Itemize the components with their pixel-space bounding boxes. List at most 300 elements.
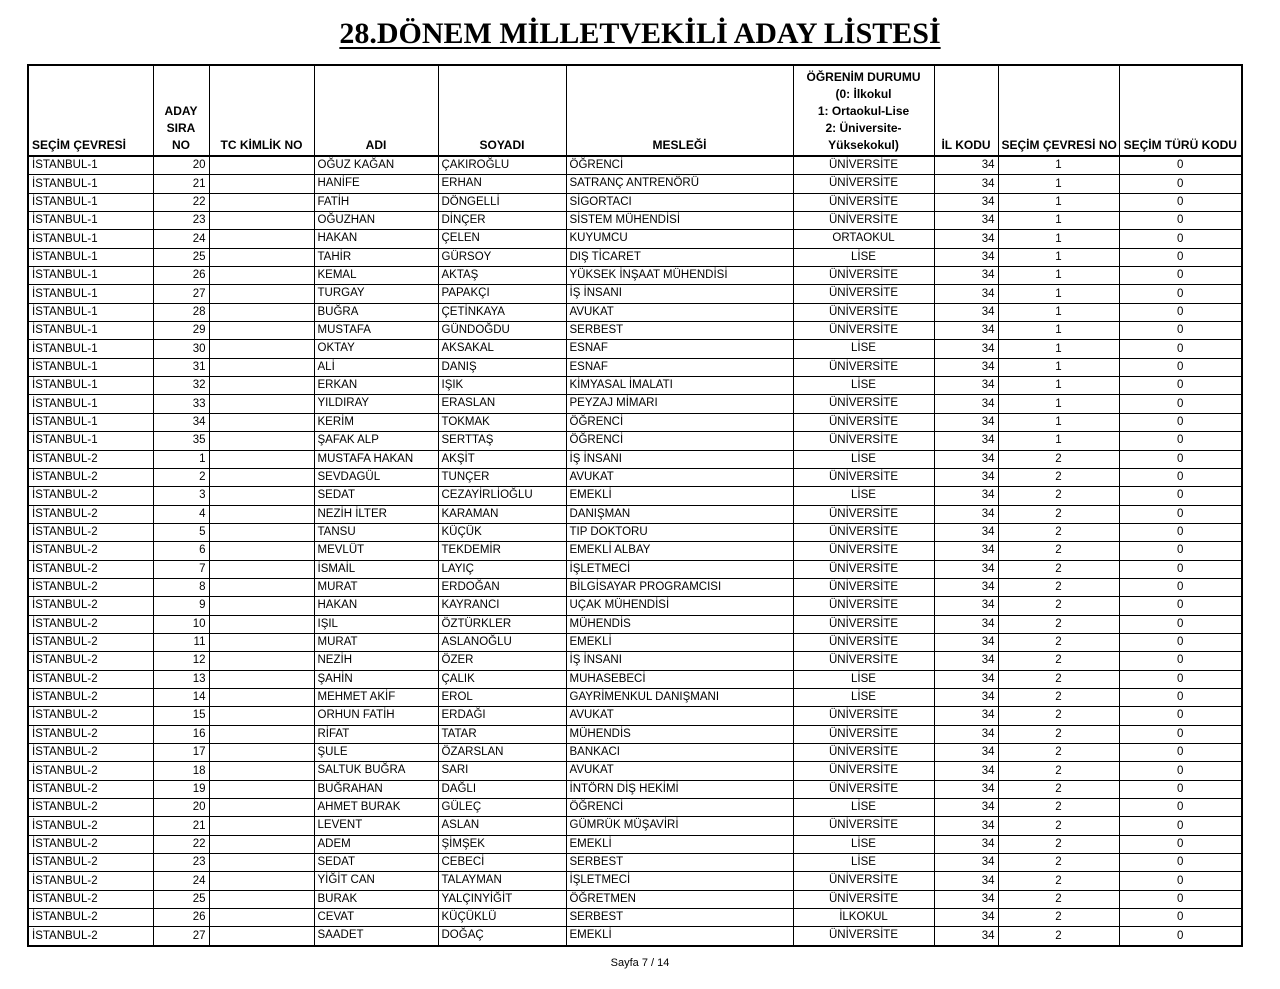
cell-il-kodu: 34 [934,285,998,303]
header-aday-line: ADAY [164,104,198,118]
cell-tc-kimlik-no [209,156,314,175]
cell-adi: ŞULE [314,744,438,762]
cell-ogrenim-durumu: LİSE [793,688,934,706]
cell-secim-turu-kodu: 0 [1119,303,1242,321]
table-row [28,248,1242,266]
cell-aday-sira-no: 33 [153,395,209,413]
cell-secim-cevresi: İSTANBUL-1 [28,413,153,431]
cell-secim-turu-kodu: 0 [1119,358,1242,376]
cell-secim-cevresi: İSTANBUL-2 [28,762,153,780]
cell-il-kodu: 34 [934,322,998,340]
table-row [28,780,1242,798]
cell-secim-cevresi: İSTANBUL-1 [28,377,153,395]
cell-aday-sira-no: 31 [153,358,209,376]
cell-aday-sira-no: 7 [153,560,209,578]
cell-adi: MUSTAFA [314,322,438,340]
cell-tc-kimlik-no [209,175,314,193]
cell-ogrenim-durumu: ÜNİVERSİTE [793,927,934,946]
cell-adi: MEVLÜT [314,542,438,560]
cell-secim-turu-kodu: 0 [1119,890,1242,908]
cell-aday-sira-no: 19 [153,780,209,798]
cell-aday-sira-no: 13 [153,670,209,688]
cell-il-kodu: 34 [934,688,998,706]
page-title [0,16,1280,52]
cell-ogrenim-durumu: LİSE [793,450,934,468]
cell-adi: NEZİH İLTER [314,505,438,523]
cell-ogrenim-durumu: ÜNİVERSİTE [793,322,934,340]
cell-secim-cevresi-no: 2 [998,523,1119,541]
cell-aday-sira-no: 23 [153,854,209,872]
cell-il-kodu: 34 [934,890,998,908]
header-il-kodu: İL KODU [934,65,998,156]
cell-secim-cevresi-no: 1 [998,212,1119,230]
cell-secim-cevresi-no: 2 [998,744,1119,762]
cell-ogrenim-durumu: LİSE [793,854,934,872]
cell-secim-turu-kodu: 0 [1119,597,1242,615]
candidate-table [27,64,1243,947]
table-row [28,193,1242,211]
cell-meslegi: ESNAF [566,340,793,358]
cell-secim-turu-kodu: 0 [1119,799,1242,817]
cell-meslegi: PEYZAJ MİMARI [566,395,793,413]
cell-tc-kimlik-no [209,193,314,211]
cell-meslegi: SİGORTACI [566,193,793,211]
cell-meslegi: ESNAF [566,358,793,376]
cell-soyadi: GÜRSOY [438,248,566,266]
cell-secim-cevresi-no: 1 [998,248,1119,266]
cell-secim-turu-kodu: 0 [1119,762,1242,780]
cell-ogrenim-durumu: ÜNİVERSİTE [793,560,934,578]
cell-secim-turu-kodu: 0 [1119,542,1242,560]
cell-secim-cevresi: İSTANBUL-1 [28,193,153,211]
cell-secim-cevresi-no: 2 [998,817,1119,835]
cell-secim-turu-kodu: 0 [1119,156,1242,175]
cell-il-kodu: 34 [934,230,998,248]
header-adi: ADI [314,65,438,156]
cell-meslegi: AVUKAT [566,303,793,321]
cell-meslegi: DANIŞMAN [566,505,793,523]
cell-tc-kimlik-no [209,377,314,395]
cell-adi: YILDIRAY [314,395,438,413]
cell-il-kodu: 34 [934,487,998,505]
cell-il-kodu: 34 [934,633,998,651]
cell-soyadi: CEBECİ [438,854,566,872]
cell-secim-turu-kodu: 0 [1119,450,1242,468]
cell-tc-kimlik-no [209,322,314,340]
cell-secim-cevresi-no: 2 [998,799,1119,817]
table-row [28,523,1242,541]
cell-adi: MUSTAFA HAKAN [314,450,438,468]
cell-secim-turu-kodu: 0 [1119,835,1242,853]
cell-ogrenim-durumu: ÜNİVERSİTE [793,413,934,431]
cell-tc-kimlik-no [209,505,314,523]
table-row [28,156,1242,175]
cell-secim-cevresi: İSTANBUL-1 [28,267,153,285]
cell-tc-kimlik-no [209,615,314,633]
cell-secim-turu-kodu: 0 [1119,523,1242,541]
cell-soyadi: ÇELEN [438,230,566,248]
cell-tc-kimlik-no [209,854,314,872]
cell-ogrenim-durumu: LİSE [793,377,934,395]
cell-il-kodu: 34 [934,578,998,596]
cell-meslegi: BİLGİSAYAR PROGRAMCISI [566,578,793,596]
cell-secim-cevresi: İSTANBUL-2 [28,560,153,578]
cell-secim-cevresi: İSTANBUL-2 [28,578,153,596]
cell-ogrenim-durumu: ÜNİVERSİTE [793,193,934,211]
cell-il-kodu: 34 [934,175,998,193]
cell-aday-sira-no: 15 [153,707,209,725]
cell-aday-sira-no: 1 [153,450,209,468]
cell-secim-turu-kodu: 0 [1119,193,1242,211]
cell-meslegi: DIŞ TİCARET [566,248,793,266]
cell-secim-cevresi: İSTANBUL-1 [28,230,153,248]
cell-aday-sira-no: 12 [153,652,209,670]
cell-soyadi: CEZAYİRLİOĞLU [438,487,566,505]
cell-secim-turu-kodu: 0 [1119,780,1242,798]
cell-ogrenim-durumu: ÜNİVERSİTE [793,468,934,486]
cell-adi: ADEM [314,835,438,853]
table-row [28,468,1242,486]
cell-adi: YİĞİT CAN [314,872,438,890]
cell-meslegi: EMEKLİ [566,487,793,505]
table-row [28,872,1242,890]
cell-aday-sira-no: 18 [153,762,209,780]
cell-secim-turu-kodu: 0 [1119,633,1242,651]
cell-aday-sira-no: 27 [153,285,209,303]
table-row [28,597,1242,615]
cell-aday-sira-no: 32 [153,377,209,395]
cell-ogrenim-durumu: İLKOKUL [793,909,934,927]
cell-secim-cevresi: İSTANBUL-1 [28,303,153,321]
table-row [28,744,1242,762]
cell-meslegi: MÜHENDİS [566,725,793,743]
cell-secim-turu-kodu: 0 [1119,487,1242,505]
cell-ogrenim-durumu: ÜNİVERSİTE [793,395,934,413]
cell-ogrenim-durumu: ÜNİVERSİTE [793,175,934,193]
cell-soyadi: ŞİMŞEK [438,835,566,853]
table-row [28,854,1242,872]
cell-il-kodu: 34 [934,432,998,450]
header-soyadi: SOYADI [438,65,566,156]
cell-tc-kimlik-no [209,817,314,835]
cell-tc-kimlik-no [209,395,314,413]
cell-secim-cevresi: İSTANBUL-1 [28,175,153,193]
cell-aday-sira-no: 20 [153,799,209,817]
table-row [28,450,1242,468]
cell-secim-turu-kodu: 0 [1119,817,1242,835]
cell-il-kodu: 34 [934,652,998,670]
cell-secim-cevresi: İSTANBUL-1 [28,156,153,175]
cell-aday-sira-no: 22 [153,835,209,853]
cell-ogrenim-durumu: ÜNİVERSİTE [793,890,934,908]
cell-tc-kimlik-no [209,285,314,303]
cell-ogrenim-durumu: ÜNİVERSİTE [793,523,934,541]
cell-tc-kimlik-no [209,725,314,743]
cell-ogrenim-durumu: LİSE [793,340,934,358]
cell-soyadi: TUNÇER [438,468,566,486]
table-row [28,413,1242,431]
cell-il-kodu: 34 [934,799,998,817]
cell-meslegi: SERBEST [566,854,793,872]
header-secim-cevresi-no: SEÇİM ÇEVRESİ NO [998,65,1119,156]
cell-secim-cevresi-no: 1 [998,413,1119,431]
cell-ogrenim-durumu: ÜNİVERSİTE [793,615,934,633]
cell-adi: MEHMET AKİF [314,688,438,706]
cell-adi: FATİH [314,193,438,211]
cell-secim-turu-kodu: 0 [1119,615,1242,633]
cell-aday-sira-no: 26 [153,267,209,285]
cell-secim-cevresi: İSTANBUL-2 [28,652,153,670]
cell-secim-cevresi-no: 1 [998,230,1119,248]
cell-il-kodu: 34 [934,156,998,175]
cell-secim-cevresi-no: 2 [998,652,1119,670]
cell-soyadi: DİNÇER [438,212,566,230]
cell-il-kodu: 34 [934,762,998,780]
cell-secim-cevresi: İSTANBUL-2 [28,450,153,468]
header-secim-cevresi: SEÇİM ÇEVRESİ [28,65,153,156]
cell-soyadi: DAĞLI [438,780,566,798]
cell-aday-sira-no: 24 [153,230,209,248]
cell-il-kodu: 34 [934,597,998,615]
cell-tc-kimlik-no [209,358,314,376]
cell-secim-cevresi: İSTANBUL-1 [28,212,153,230]
cell-adi: ALİ [314,358,438,376]
cell-aday-sira-no: 17 [153,744,209,762]
cell-secim-cevresi: İSTANBUL-2 [28,688,153,706]
cell-meslegi: İŞLETMECİ [566,872,793,890]
cell-aday-sira-no: 8 [153,578,209,596]
cell-adi: RİFAT [314,725,438,743]
cell-secim-cevresi-no: 2 [998,725,1119,743]
cell-meslegi: EMEKLİ [566,927,793,946]
cell-il-kodu: 34 [934,780,998,798]
cell-meslegi: GÜMRÜK MÜŞAVİRİ [566,817,793,835]
cell-tc-kimlik-no [209,340,314,358]
cell-ogrenim-durumu: ÜNİVERSİTE [793,432,934,450]
cell-secim-turu-kodu: 0 [1119,909,1242,927]
cell-meslegi: YÜKSEK İNŞAAT MÜHENDİSİ [566,267,793,285]
header-ogrenim-line-5: Yüksekokul) [828,138,899,152]
cell-aday-sira-no: 6 [153,542,209,560]
cell-ogrenim-durumu: ÜNİVERSİTE [793,652,934,670]
table-row [28,267,1242,285]
cell-il-kodu: 34 [934,303,998,321]
table-row [28,285,1242,303]
cell-secim-cevresi-no: 2 [998,578,1119,596]
cell-secim-cevresi-no: 1 [998,285,1119,303]
cell-aday-sira-no: 14 [153,688,209,706]
cell-secim-cevresi-no: 2 [998,505,1119,523]
cell-meslegi: TIP DOKTORU [566,523,793,541]
cell-secim-cevresi: İSTANBUL-1 [28,285,153,303]
cell-il-kodu: 34 [934,505,998,523]
table-row [28,395,1242,413]
cell-ogrenim-durumu: ÜNİVERSİTE [793,597,934,615]
cell-tc-kimlik-no [209,688,314,706]
cell-secim-turu-kodu: 0 [1119,578,1242,596]
cell-il-kodu: 34 [934,725,998,743]
cell-secim-cevresi: İSTANBUL-2 [28,523,153,541]
table-row [28,817,1242,835]
cell-secim-cevresi-no: 2 [998,468,1119,486]
cell-secim-cevresi: İSTANBUL-2 [28,890,153,908]
cell-tc-kimlik-no [209,780,314,798]
cell-soyadi: EROL [438,688,566,706]
cell-soyadi: ÇETİNKAYA [438,303,566,321]
cell-secim-cevresi-no: 1 [998,358,1119,376]
cell-il-kodu: 34 [934,450,998,468]
cell-secim-turu-kodu: 0 [1119,707,1242,725]
cell-secim-cevresi-no: 1 [998,303,1119,321]
cell-adi: MURAT [314,633,438,651]
cell-aday-sira-no: 23 [153,212,209,230]
cell-secim-cevresi-no: 2 [998,688,1119,706]
cell-meslegi: AVUKAT [566,468,793,486]
cell-il-kodu: 34 [934,212,998,230]
cell-secim-cevresi-no: 2 [998,633,1119,651]
cell-aday-sira-no: 29 [153,322,209,340]
cell-il-kodu: 34 [934,542,998,560]
cell-tc-kimlik-no [209,487,314,505]
cell-meslegi: İŞ İNSANI [566,285,793,303]
cell-ogrenim-durumu: ÜNİVERSİTE [793,744,934,762]
cell-secim-cevresi: İSTANBUL-2 [28,817,153,835]
cell-secim-cevresi-no: 1 [998,322,1119,340]
cell-secim-cevresi-no: 1 [998,340,1119,358]
cell-secim-cevresi-no: 2 [998,872,1119,890]
cell-soyadi: YALÇINYİĞİT [438,890,566,908]
header-ogrenim-line-4: 2: Üniversite- [825,121,902,135]
cell-ogrenim-durumu: ÜNİVERSİTE [793,358,934,376]
cell-secim-cevresi-no: 2 [998,835,1119,853]
table-row [28,432,1242,450]
cell-tc-kimlik-no [209,927,314,946]
cell-ogrenim-durumu: LİSE [793,248,934,266]
cell-secim-cevresi: İSTANBUL-2 [28,854,153,872]
cell-meslegi: SİSTEM MÜHENDİSİ [566,212,793,230]
cell-secim-cevresi-no: 2 [998,927,1119,946]
cell-meslegi: EMEKLİ ALBAY [566,542,793,560]
cell-tc-kimlik-no [209,652,314,670]
cell-secim-cevresi: İSTANBUL-2 [28,872,153,890]
cell-secim-cevresi-no: 2 [998,560,1119,578]
cell-tc-kimlik-no [209,212,314,230]
cell-tc-kimlik-no [209,230,314,248]
table-row [28,560,1242,578]
cell-meslegi: UÇAK MÜHENDİSİ [566,597,793,615]
cell-ogrenim-durumu: ÜNİVERSİTE [793,762,934,780]
cell-soyadi: ÇAKIROĞLU [438,156,566,175]
cell-secim-turu-kodu: 0 [1119,854,1242,872]
cell-secim-turu-kodu: 0 [1119,395,1242,413]
table-row [28,835,1242,853]
cell-soyadi: SARI [438,762,566,780]
cell-secim-turu-kodu: 0 [1119,377,1242,395]
cell-secim-cevresi: İSTANBUL-2 [28,505,153,523]
cell-aday-sira-no: 22 [153,193,209,211]
cell-tc-kimlik-no [209,303,314,321]
cell-secim-cevresi: İSTANBUL-2 [28,799,153,817]
cell-secim-turu-kodu: 0 [1119,267,1242,285]
cell-aday-sira-no: 16 [153,725,209,743]
table-body [28,156,1242,946]
cell-secim-turu-kodu: 0 [1119,340,1242,358]
cell-tc-kimlik-no [209,542,314,560]
cell-soyadi: ASLANOĞLU [438,633,566,651]
cell-soyadi: TEKDEMİR [438,542,566,560]
cell-il-kodu: 34 [934,835,998,853]
cell-adi: IŞIL [314,615,438,633]
cell-secim-cevresi: İSTANBUL-2 [28,780,153,798]
cell-il-kodu: 34 [934,615,998,633]
cell-ogrenim-durumu: LİSE [793,835,934,853]
cell-adi: HAKAN [314,597,438,615]
cell-meslegi: İŞLETMECİ [566,560,793,578]
cell-secim-turu-kodu: 0 [1119,725,1242,743]
cell-adi: KEMAL [314,267,438,285]
cell-ogrenim-durumu: LİSE [793,799,934,817]
cell-il-kodu: 34 [934,927,998,946]
cell-soyadi: ERDOĞAN [438,578,566,596]
cell-adi: MURAT [314,578,438,596]
cell-meslegi: AVUKAT [566,707,793,725]
cell-secim-cevresi: İSTANBUL-2 [28,725,153,743]
cell-adi: İSMAİL [314,560,438,578]
cell-secim-cevresi-no: 2 [998,670,1119,688]
table-row [28,688,1242,706]
cell-adi: HANİFE [314,175,438,193]
cell-secim-turu-kodu: 0 [1119,927,1242,946]
cell-tc-kimlik-no [209,560,314,578]
cell-secim-cevresi: İSTANBUL-2 [28,707,153,725]
cell-aday-sira-no: 11 [153,633,209,651]
cell-secim-cevresi-no: 2 [998,707,1119,725]
cell-secim-cevresi-no: 2 [998,487,1119,505]
cell-secim-turu-kodu: 0 [1119,175,1242,193]
table-row [28,322,1242,340]
cell-tc-kimlik-no [209,670,314,688]
cell-soyadi: AKŞİT [438,450,566,468]
cell-soyadi: DÖNGELLİ [438,193,566,211]
cell-aday-sira-no: 30 [153,340,209,358]
cell-secim-cevresi-no: 2 [998,854,1119,872]
cell-il-kodu: 34 [934,267,998,285]
header-aday-sira-no [153,65,209,156]
cell-soyadi: ERDAĞI [438,707,566,725]
cell-il-kodu: 34 [934,468,998,486]
cell-adi: OĞUZHAN [314,212,438,230]
table-row [28,303,1242,321]
cell-ogrenim-durumu: ÜNİVERSİTE [793,872,934,890]
cell-soyadi: ÖZARSLAN [438,744,566,762]
cell-secim-cevresi-no: 2 [998,450,1119,468]
cell-adi: TAHİR [314,248,438,266]
cell-aday-sira-no: 10 [153,615,209,633]
cell-ogrenim-durumu: ORTAOKUL [793,230,934,248]
cell-meslegi: SERBEST [566,322,793,340]
cell-tc-kimlik-no [209,633,314,651]
table-row [28,927,1242,946]
cell-meslegi: İŞ İNSANI [566,652,793,670]
cell-secim-cevresi-no: 2 [998,542,1119,560]
cell-tc-kimlik-no [209,835,314,853]
cell-meslegi: ÖĞRENCİ [566,432,793,450]
cell-adi: HAKAN [314,230,438,248]
cell-aday-sira-no: 9 [153,597,209,615]
header-ogrenim-durumu [793,65,934,156]
cell-adi: TANSU [314,523,438,541]
cell-ogrenim-durumu: ÜNİVERSİTE [793,780,934,798]
